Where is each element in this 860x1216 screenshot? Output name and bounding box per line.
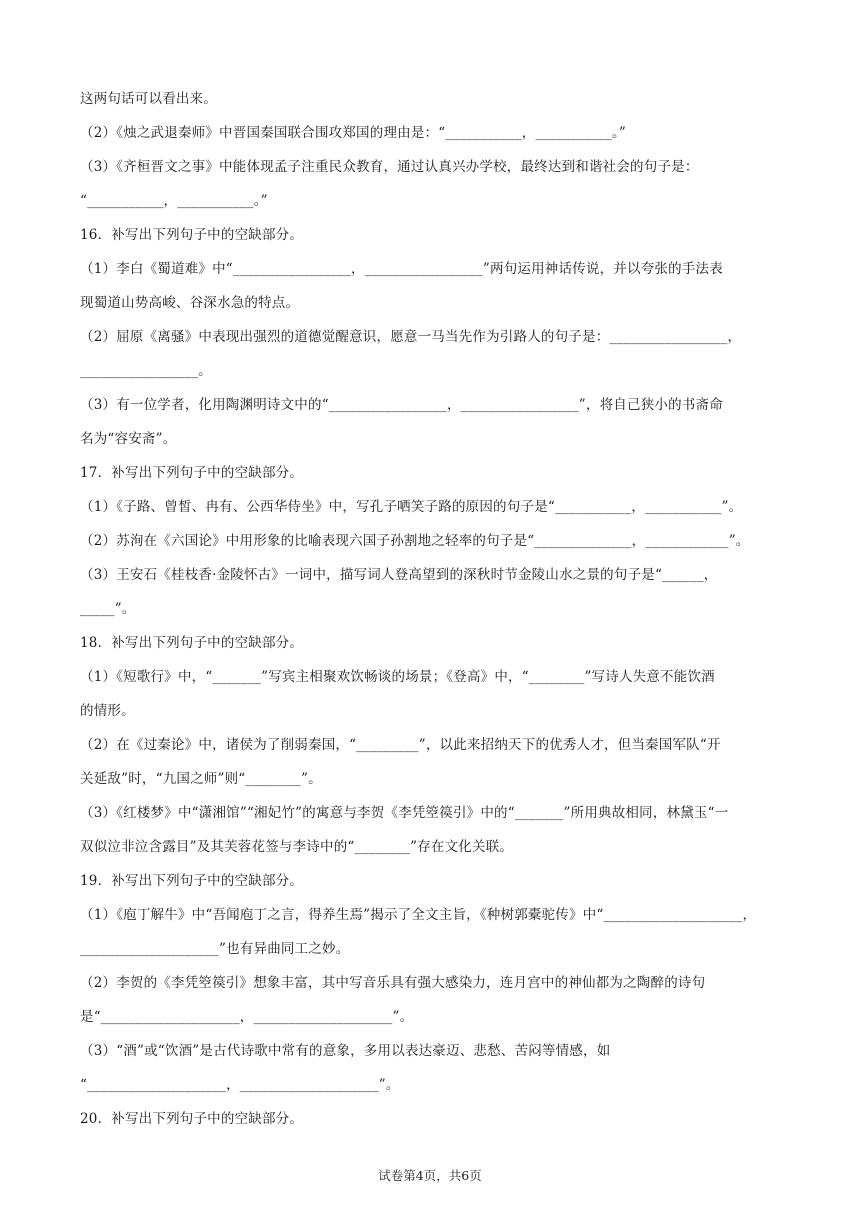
question-15-2: （2）《烛之武退秦师》中晋国秦国联合围攻郑国的理由是：“___________，___________。” (80, 125, 626, 141)
question-16-3: （3）有一位学者，化用陶渊明诗文中的“_________________，_________________”，将自己狭小的书斋命 (80, 397, 723, 413)
question-16-1-cont: 现蜀道山势高峻、谷深水急的特点。 (80, 295, 300, 311)
question-19-heading: 19．补写出下列句子中的空缺部分。 (80, 873, 304, 889)
question-19-2: （2）李贺的《李凭箜篌引》想象丰富，其中写音乐具有强大感染力，连月宫中的神仙都为之陶醉的诗句 (80, 975, 706, 991)
question-18-3: （3）《红楼梦》中“潇湘馆”“湘妃竹”的寓意与李贺《李凭箜篌引》中的“_______”所用典故相同，林黛玉“一 (80, 805, 729, 821)
question-18-3-cont: 双似泣非泣含露目”及其芙蓉花签与李诗中的“________”存在文化关联。 (80, 839, 514, 855)
question-17-3: （3）王安石《桂枝香·金陵怀古》一词中，描写词人登高望到的深秋时节金陵山水之景的句子是“______， (80, 567, 718, 583)
question-17-2: （2）苏洵在《六国论》中用形象的比喻表现六国子孙割地之轻率的句子是“______________，____________”。 (80, 533, 750, 549)
question-16-2: （2）屈原《离骚》中表现出强烈的道德觉醒意识，愿意一马当先作为引路人的句子是：_________________， (80, 329, 742, 345)
question-18-1-cont: 的情形。 (80, 703, 135, 719)
question-19-3: （3）“酒”或“饮酒”是古代诗歌中常有的意象，多用以表达豪迈、悲愁、苦闷等情感，如 (80, 1043, 611, 1059)
question-18-1: （1）《短歌行》中，“_______”写宾主相聚欢饮畅谈的场景；《登高》中，“________”写诗人失意不能饮酒 (80, 669, 715, 685)
question-19-1-cont: ____________________”也有异曲同工之妙。 (80, 941, 350, 957)
question-17-3-cont: _____”。 (80, 601, 136, 617)
question-18-heading: 18．补写出下列句子中的空缺部分。 (80, 635, 304, 651)
question-16-heading: 16．补写出下列句子中的空缺部分。 (80, 227, 304, 243)
question-16-2-cont: _________________。 (80, 363, 212, 379)
question-16-1: （1）李白《蜀道难》中“_________________，_________________”两句运用神话传说，并以夸张的手法表 (80, 261, 723, 277)
question-17-heading: 17．补写出下列句子中的空缺部分。 (80, 465, 304, 481)
question-19-3-cont: “____________________，____________________”。 (80, 1077, 400, 1093)
question-18-2-cont: 关延敌”时，“九国之师”则“________”。 (80, 771, 322, 787)
question-17-1: （1）《子路、曾皙、冉有、公西华侍坐》中，写孔子哂笑子路的原因的句子是“___________，___________”。 (80, 499, 743, 515)
question-20-heading: 20．补写出下列句子中的空缺部分。 (80, 1111, 304, 1127)
page-footer: 试卷第4页，共6页 (378, 1168, 482, 1183)
question-19-2-cont: 是“____________________，____________________”。 (80, 1009, 414, 1025)
text-line-continuation: 这两句话可以看出来。 (80, 91, 217, 107)
question-18-2: （2）在《过秦论》中，诸侯为了削弱秦国，“_________”，以此来招纳天下的优秀人才，但当秦国军队“开 (80, 737, 721, 753)
question-16-3-cont: 名为“容安斋”。 (80, 431, 177, 447)
question-15-3-blanks: “___________，___________。” (80, 193, 268, 209)
question-19-1: （1）《庖丁解牛》中“吾闻庖丁之言，得养生焉”揭示了全文主旨，《种树郭橐驼传》中“____________________， (80, 907, 757, 923)
question-15-3: （3）《齐桓晋文之事》中能体现孟子注重民众教育，通过认真兴办学校，最终达到和谐社会的句子是： (80, 159, 699, 175)
